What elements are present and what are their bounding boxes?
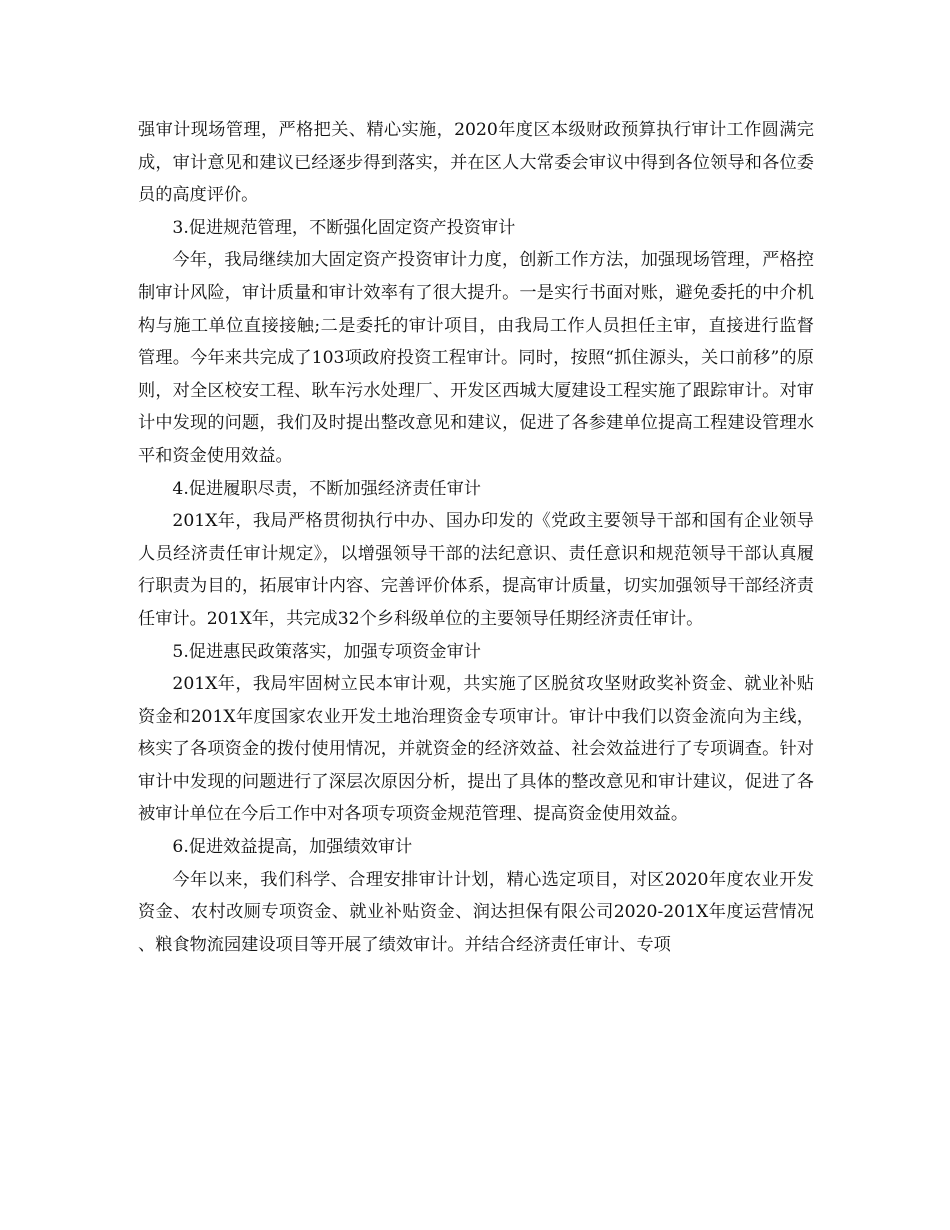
paragraph-economic-responsibility-audit: 201X年，我局严格贯彻执行中办、国办印发的《党政主要领导干部和国有企业领导人员经济责任审计规定》，以增强领导干部的法纪意识、责任意识和规范领导干部认真履行职责为目的，拓展审计内容、完善评价体系，提高审计质量，切实加强领导干部经济责任审计。201X年，共完成32个乡科级单位的主要领导任期经济责任审计。 xyxy=(138,511,814,629)
paragraph-performance-audit: 今年以来，我们科学、合理安排审计计划，精心选定项目，对区2020年度农业开发资金、农村改厕专项资金、就业补贴资金、润达担保有限公司2020-201X年度运营情况、粮食物流园建设项目等开展了绩效审计。并结合经济责任审计、专项 xyxy=(138,869,814,955)
section-heading-4: 4.促进履职尽责，不断加强经济责任审计 xyxy=(172,478,481,499)
paragraph-special-funds-audit: 201X年，我局牢固树立民本审计观，共实施了区脱贫攻坚财政奖补资金、就业补贴资金和201X年度国家农业开发土地治理资金专项审计。审计中我们以资金流向为主线，核实了各项资金的拨付使用情况，并就资金的经济效益、社会效益进行了专项调查。针对审计中发现的问题进行了深层次原因分析，提出了具体的整改意见和审计建议，促进了各被审计单位在今后工作中对各项专项资金规范管理、提高资金使用效益。 xyxy=(138,674,814,825)
paragraph-fixed-asset-audit: 今年，我局继续加大固定资产投资审计力度，创新工作方法，加强现场管理，严格控制审计风险，审计质量和审计效率有了很大提升。一是实行书面对账，避免委托的中介机构与施工单位直接接触;二是委托的审计项目，由我局工作人员担任主审，直接进行监督管理。今年来共完成了103项政府投资工程审计。同时，按照“抓住源头，关口前移”的原则，对全区校安工程、耿车污水处理厂、开发区西城大厦建设工程实施了跟踪审计。对审计中发现的问题，我们及时提出整改意见和建议，促进了各参建单位提高工程建设管理水平和资金使用效益。 xyxy=(138,250,814,466)
paragraph-continued: 强审计现场管理，严格把关、精心实施，2020年度区本级财政预算执行审计工作圆满完成，审计意见和建议已经逐步得到落实，并在区人大常委会审议中得到各位领导和各位委员的高度评价。 xyxy=(138,120,814,206)
document-body xyxy=(138,114,814,961)
section-heading-5: 5.促进惠民政策落实，加强专项资金审计 xyxy=(172,641,481,662)
section-heading-3: 3.促进规范管理，不断强化固定资产投资审计 xyxy=(172,217,516,238)
section-heading-6: 6.促进效益提高，加强绩效审计 xyxy=(172,837,413,858)
